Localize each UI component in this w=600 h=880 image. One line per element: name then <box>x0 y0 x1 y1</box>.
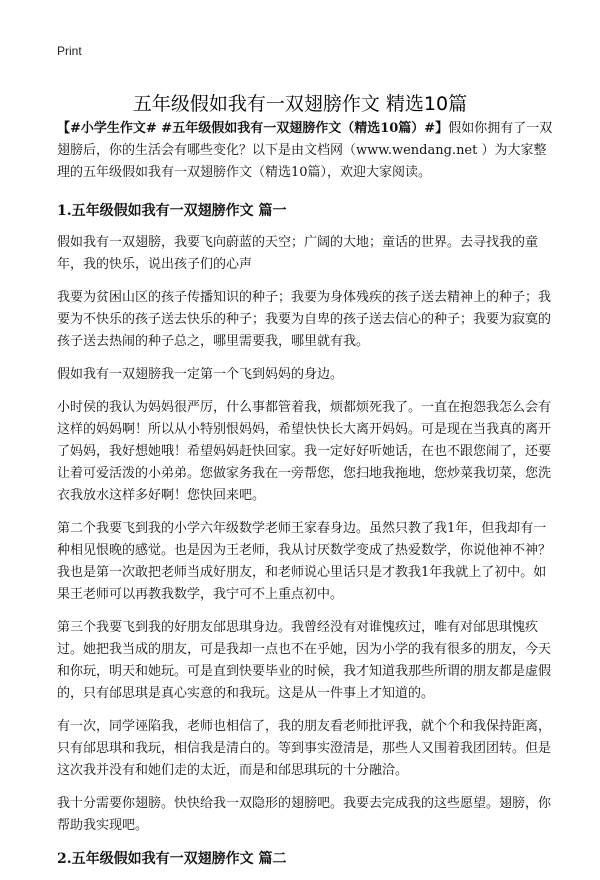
paragraph: 有一次，同学诬陷我，老师也相信了，我的朋友看老师批评我，就个个和我保持距离，只有邰思琪和我玩，相信我是清白的。等到事实澄清是，那些人又围着我团团转。但是这次我并没有和她们走的太近，而是和邰思琪玩的十分融洽。 <box>57 719 552 778</box>
print-link[interactable]: Print <box>57 44 82 58</box>
paragraph: 第三个我要飞到我的好朋友邰思琪身边。我曾经没有对谁愧疚过，唯有对邰思琪愧疚过。她把我当成的朋友，可是我却一点也不在乎她，因为小学的我有很多的朋友，今天和你玩，明天和她玩。可是直到快要毕业的时候，我才知道我那些所谓的朋友都是虚假的，只有邰思琪是真心实意的和我玩。这是从一件事上才知道的。 <box>57 620 552 701</box>
paragraph: 小时侯的我认为妈妈很严厉，什么事都管着我，烦都烦死我了。一直在抱怨我怎么会有这样的妈妈啊！所以从小特别恨妈妈，希望快快长大离开妈妈。可是现在当我真的离开了妈妈，我好想她哦！希望妈妈赶快回家。我一定好好听她话，在也不跟您闹了，还要让着可爱活泼的小弟弟。您做家务我在一旁帮您，您扫地我拖地，您炒菜我切菜，您洗衣我放水这样多好啊！您快回来吧。 <box>57 400 552 503</box>
intro-paragraph <box>57 118 553 184</box>
paragraph: 假如我有一双翅膀我一定第一个飞到妈妈的身边。 <box>57 367 344 382</box>
section-heading-1: 1.五年级假如我有一双翅膀作文 篇一 <box>57 203 287 219</box>
paragraph: 我十分需要你翅膀。快快给我一双隐形的翅膀吧。我要去完成我的这些愿望。翅膀，你帮助我实现吧。 <box>57 796 552 833</box>
intro-text: 假如你拥有了一双翅膀后，你的生活会有哪些变化？以下是由文档网（www.wendang.net ）为大家整理的五年级假如我有一双翅膀作文（精选10篇），欢迎大家阅读。 <box>57 121 553 180</box>
article-body <box>57 118 553 880</box>
page-title: 五年级假如我有一双翅膀作文 精选10篇 <box>132 92 468 115</box>
paragraph: 假如我有一双翅膀，我要飞向蔚蓝的天空；广阔的大地；童话的世界。去寻找我的童年，我的快乐，说出孩子们的心声 <box>57 235 539 272</box>
section-heading-2: 2.五年级假如我有一双翅膀作文 篇二 <box>57 851 287 867</box>
paragraph: 第二个我要飞到我的小学六年级数学老师王家春身边。虽然只教了我1年，但我却有一种相见恨晚的感觉。也是因为王老师，我从讨厌数学变成了热爱数学，你说他神不神？我也是第一次敢把老师当成好朋友，和老师说心里话只是才教我1年我就上了初中。如果王老师可以再教我数学，我宁可不上重点初中。 <box>57 521 552 602</box>
paragraph: 我要为贫困山区的孩子传播知识的种子；我要为身体残疾的孩子送去精神上的种子；我要为不快乐的孩子送去快乐的种子；我要为自卑的孩子送去信心的种子；我要为寂寞的孩子送去热闹的种子总之，哪里需要我，哪里就有我。 <box>57 290 552 349</box>
intro-tag: 【#小学生作文# #五年级假如我有一双翅膀作文（精选10篇）#】 <box>57 121 449 136</box>
